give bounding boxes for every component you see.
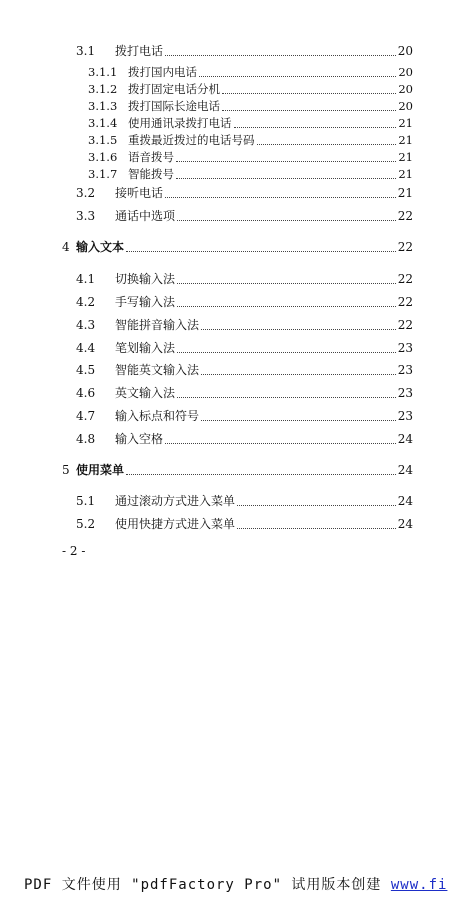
footer-text: PDF 文件使用 "pdfFactory Pro" 试用版本创建	[24, 877, 391, 893]
toc-entry-title: 智能拼音输入法	[115, 318, 200, 332]
toc-leader-dots	[176, 152, 396, 162]
toc-entry-number: 3.1	[76, 44, 96, 58]
toc-entry[interactable]	[76, 341, 413, 355]
toc-entry-number: 3.1.2	[88, 82, 118, 96]
toc-leader-dots	[222, 84, 396, 94]
toc-entry-page: 23	[397, 341, 413, 355]
toc-entry[interactable]	[76, 295, 413, 309]
toc-entry-title: 英文输入法	[115, 386, 176, 400]
toc-entry-number: 3.1.4	[88, 116, 118, 130]
toc-entry-number: 4.8	[76, 432, 96, 446]
toc-entry-title: 笔划输入法	[115, 341, 176, 355]
toc-entry-number: 4.5	[76, 363, 96, 377]
toc-entry-page: 21	[398, 167, 413, 181]
toc-entry-number: 5.2	[76, 517, 96, 531]
toc-leader-dots	[234, 118, 397, 128]
toc-leader-dots	[165, 46, 396, 56]
toc-leader-dots	[165, 434, 396, 444]
toc-entry[interactable]	[88, 133, 413, 147]
toc-entry-title: 通过滚动方式进入菜单	[115, 494, 236, 508]
toc-leader-dots	[237, 496, 396, 506]
toc-entry[interactable]	[88, 82, 413, 96]
toc-entry-title: 通话中选项	[115, 209, 176, 223]
toc-leader-dots	[201, 320, 396, 330]
toc-entry-page: 23	[397, 409, 413, 423]
toc-entry-number: 4.6	[76, 386, 96, 400]
toc-entry-number: 4.4	[76, 341, 96, 355]
toc-entry-title: 输入标点和符号	[115, 409, 200, 423]
toc-leader-dots	[177, 388, 396, 398]
toc-leader-dots	[201, 411, 396, 421]
toc-leader-dots	[177, 274, 396, 284]
toc-entry-page: 21	[398, 133, 413, 147]
toc-entry[interactable]	[88, 99, 413, 113]
toc-entry-page: 23	[397, 386, 413, 400]
toc-entry[interactable]	[76, 44, 413, 58]
toc-entry[interactable]	[76, 494, 413, 508]
toc-entry-title: 重拨最近拨过的电话号码	[128, 133, 255, 147]
toc-entry-title: 接听电话	[115, 186, 164, 200]
toc-leader-dots	[126, 242, 396, 252]
toc-entry-title: 使用通讯录拨打电话	[128, 116, 232, 130]
toc-leader-dots	[199, 67, 396, 77]
toc-entry-title: 输入文本	[76, 240, 125, 254]
toc-entry-number: 3.1.7	[88, 167, 118, 181]
toc-entry[interactable]	[76, 386, 413, 400]
toc-entry[interactable]	[76, 517, 413, 531]
toc-entry-number: 4	[62, 240, 70, 254]
toc-entry-title: 语音拨号	[128, 150, 174, 164]
toc-leader-dots	[257, 135, 397, 145]
toc-entry-page: 22	[397, 318, 413, 332]
toc-entry-page: 24	[397, 463, 413, 477]
toc-entry-page: 24	[397, 494, 413, 508]
toc-entry-number: 5	[62, 463, 70, 477]
toc-leader-dots	[176, 169, 396, 179]
toc-entry-title: 使用快捷方式进入菜单	[115, 517, 236, 531]
toc-leader-dots	[165, 188, 396, 198]
toc-entry[interactable]	[62, 240, 413, 254]
toc-leader-dots	[237, 519, 396, 529]
toc-entry-page: 20	[398, 65, 413, 79]
toc-entry-number: 3.1.6	[88, 150, 118, 164]
toc-entry-title: 拨打电话	[115, 44, 164, 58]
toc-entry-number: 4.2	[76, 295, 96, 309]
toc-entry[interactable]	[88, 150, 413, 164]
toc-entry-number: 4.3	[76, 318, 96, 332]
toc-entry[interactable]	[76, 432, 413, 446]
toc-entry-number: 3.2	[76, 186, 96, 200]
toc-entry[interactable]	[62, 463, 413, 477]
toc-leader-dots	[126, 465, 396, 475]
toc-entry-title: 切换输入法	[115, 272, 176, 286]
toc-entry-page: 22	[397, 295, 413, 309]
toc-entry[interactable]	[88, 116, 413, 130]
toc-entry-number: 3.1.5	[88, 133, 118, 147]
toc-leader-dots	[177, 343, 396, 353]
toc-entry-page: 21	[398, 150, 413, 164]
toc-entry-page: 20	[397, 44, 413, 58]
toc-entry[interactable]	[88, 167, 413, 181]
toc-entry[interactable]	[76, 186, 413, 200]
toc-entry[interactable]	[76, 318, 413, 332]
toc-entry-page: 20	[398, 82, 413, 96]
toc-entry[interactable]	[88, 65, 413, 79]
toc-entry-number: 3.1.1	[88, 65, 118, 79]
toc-entry-page: 22	[397, 240, 413, 254]
pdf-footer	[24, 874, 454, 894]
toc-entry-title: 拨打国际长途电话	[128, 99, 220, 113]
toc-entry-number: 3.3	[76, 209, 96, 223]
toc-entry-page: 22	[397, 272, 413, 286]
footer-link[interactable]: www.fi	[390, 877, 448, 893]
toc-entry-page: 21	[398, 116, 413, 130]
toc-entry[interactable]	[76, 209, 413, 223]
toc-entry-page: 21	[397, 186, 413, 200]
toc-entry[interactable]	[76, 272, 413, 286]
toc-entry-number: 4.7	[76, 409, 96, 423]
toc-entry[interactable]	[76, 409, 413, 423]
toc-entry-title: 拨打固定电话分机	[128, 82, 220, 96]
toc-entry-page: 24	[397, 432, 413, 446]
toc-leader-dots	[222, 101, 396, 111]
toc-entry-page: 23	[397, 363, 413, 377]
toc-leader-dots	[177, 211, 396, 221]
toc-entry-title: 拨打国内电话	[128, 65, 197, 79]
toc-entry-page: 22	[397, 209, 413, 223]
toc-entry-number: 4.1	[76, 272, 96, 286]
toc-leader-dots	[177, 297, 396, 307]
toc-entry-title: 手写输入法	[115, 295, 176, 309]
toc-entry-number: 3.1.3	[88, 99, 118, 113]
toc-entry-page: 20	[398, 99, 413, 113]
toc-entry[interactable]	[76, 363, 413, 377]
toc-leader-dots	[201, 365, 396, 375]
toc-entry-title: 输入空格	[115, 432, 164, 446]
toc-entry-title: 使用菜单	[76, 463, 125, 477]
page-number: - 2 -	[62, 544, 86, 558]
toc-entry-number: 5.1	[76, 494, 96, 508]
toc-entry-title: 智能拨号	[128, 167, 174, 181]
toc-entry-title: 智能英文输入法	[115, 363, 200, 377]
toc-entry-page: 24	[397, 517, 413, 531]
